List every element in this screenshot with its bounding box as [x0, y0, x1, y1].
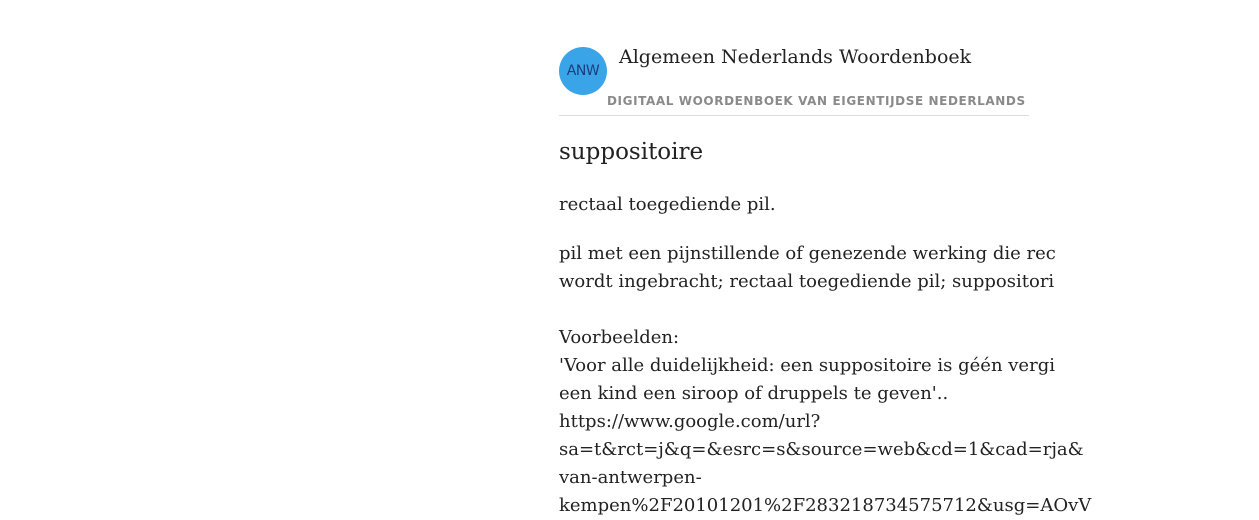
example-source-url[interactable]: van-antwerpen-: [559, 467, 702, 488]
dictionary-card: [559, 0, 1092, 516]
example-line: een kind een siroop of druppels te geven'..: [559, 383, 949, 404]
site-subtitle: DIGITAAL WOORDENBOEK VAN EIGENTIJDSE NEDERLANDS: [607, 94, 1026, 108]
logo-text: ANW: [566, 63, 600, 79]
definition-body: [559, 240, 1259, 520]
example-source-url[interactable]: https://www.google.com/url?: [559, 411, 821, 432]
spacer: [559, 296, 1259, 324]
header-divider: [559, 115, 1029, 116]
example-line: 'Voor alle duidelijkheid: een suppositoire is géén vergi: [559, 355, 1055, 376]
definition-line: pil met een pijnstillende of genezende werking die rec: [559, 243, 1056, 264]
short-definition: rectaal toegediende pil.: [559, 194, 776, 215]
example-source-url[interactable]: kempen%2F20101201%2F283218734575712&usg=AOvV: [559, 495, 1092, 516]
example-source-url[interactable]: sa=t&rct=j&q=&esrc=s&source=web&cd=1&cad=rja&: [559, 439, 1084, 460]
definition-line: wordt ingebracht; rectaal toegediende pil; suppositori: [559, 271, 1055, 292]
examples-label: Voorbeelden:: [559, 327, 680, 348]
anw-logo[interactable]: [559, 47, 607, 95]
entry-headword: suppositoire: [559, 139, 704, 165]
site-title[interactable]: Algemeen Nederlands Woordenboek: [619, 46, 972, 68]
